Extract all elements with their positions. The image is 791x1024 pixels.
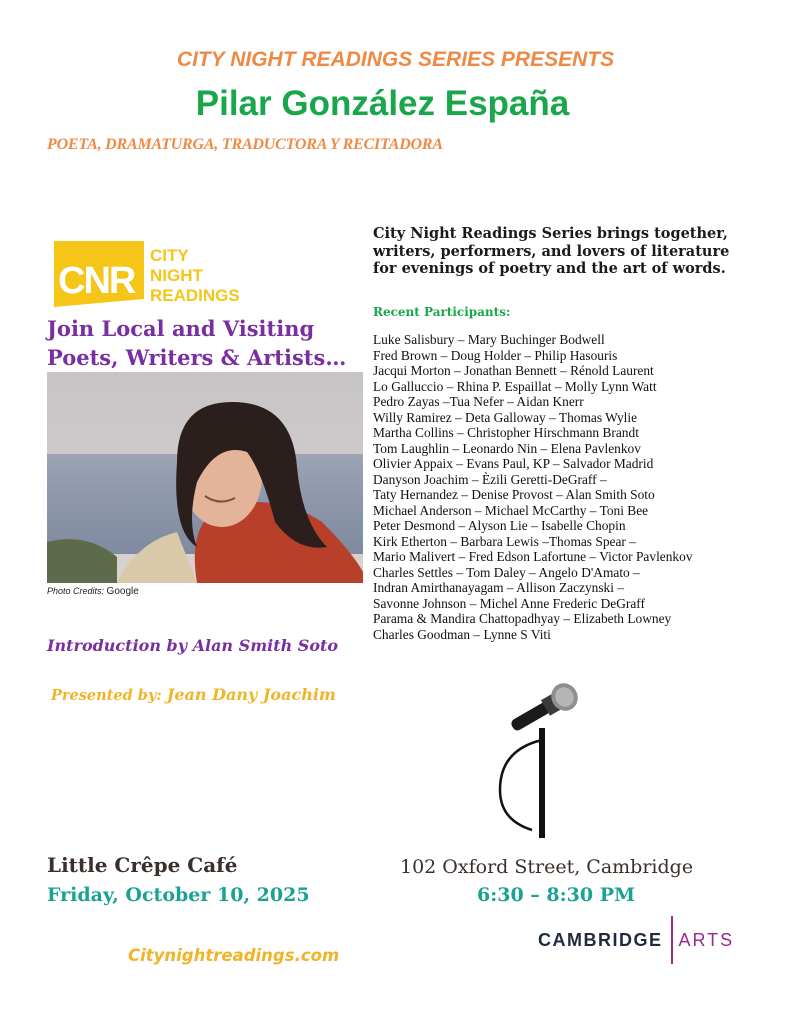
- participant-line: Charles Settles – Tom Daley – Angelo D'Amato –: [373, 564, 640, 580]
- participant-line: Taty Hernandez – Denise Provost – Alan Smith Soto: [373, 487, 655, 502]
- participant-line: Tom Laughlin – Leonardo Nin – Elena Pavlenkov: [373, 440, 641, 456]
- logo-initials: CNR: [58, 260, 135, 302]
- featured-poet-roles: POETA, DRAMATURGA, TRADUCTORA Y RECITADORA: [47, 136, 443, 153]
- join-tagline: [47, 314, 367, 372]
- venue-name: Little Crêpe Café: [47, 853, 238, 877]
- cambridge-arts-logo: [538, 915, 734, 965]
- participant-line: Fred Brown – Doug Holder – Philip Hasouris: [373, 347, 618, 363]
- participants-list: [373, 332, 773, 642]
- microphone-icon: [480, 680, 590, 840]
- participant-line: Willy Ramirez – Deta Galloway – Thomas Wylie: [373, 409, 638, 425]
- logo-line-night: NIGHT: [150, 266, 203, 285]
- participant-line: Pedro Zayas –Tua Nefer – Aidan Knerr: [373, 394, 584, 409]
- photo-credits-label: Photo Credits:: [47, 586, 105, 596]
- join-tagline-line2: Poets, Writers & Artists…: [47, 345, 347, 370]
- logo-line-readings: READINGS: [150, 286, 240, 305]
- participant-line: Savonne Johnson – Michel Anne Frederic DeGraff: [373, 595, 645, 611]
- cambridge-arts-divider: [671, 916, 673, 964]
- poet-portrait-photo: [47, 372, 363, 583]
- photo-credits: [47, 586, 139, 597]
- participant-line: Parama & Mandira Chattopadhyay – Elizabeth Lowney: [373, 611, 672, 626]
- join-tagline-line1: Join Local and Visiting: [47, 316, 315, 341]
- logo-line-city: CITY: [150, 246, 189, 265]
- participant-line: Olivier Appaix – Evans Paul, KP – Salvador Madrid: [373, 456, 654, 471]
- presented-by: [51, 685, 336, 704]
- participant-line: Charles Goodman – Lynne S Viti: [373, 626, 551, 642]
- cambridge-arts-word1: CAMBRIDGE: [538, 929, 663, 950]
- introduction-by: Introduction by Alan Smith Soto: [47, 636, 339, 655]
- participant-line: Michael Anderson – Michael McCarthy – Toni Bee: [373, 502, 649, 518]
- featured-poet-name: Pilar González España: [195, 84, 570, 123]
- series-presents-heading: CITY NIGHT READINGS SERIES PRESENTS: [176, 48, 615, 71]
- participant-line: Mario Malivert – Fred Edson Lafortune – Victor Pavlenkov: [373, 549, 693, 564]
- website-link[interactable]: Citynightreadings.com: [128, 946, 340, 965]
- venue-address: 102 Oxford Street, Cambridge: [400, 856, 694, 878]
- participant-line: Martha Collins – Christopher Hirschmann Brandt: [373, 425, 639, 440]
- event-time: 6:30 – 8:30 PM: [477, 884, 636, 906]
- cnr-logo: [54, 241, 266, 307]
- series-description: City Night Readings Series brings together, writers, performers, and lovers of literature for evenings of poetry and the art of words.: [373, 225, 730, 277]
- event-date: Friday, October 10, 2025: [47, 884, 310, 906]
- recent-participants-heading: Recent Participants:: [373, 305, 511, 319]
- cambridge-arts-word2: ARTS: [678, 929, 735, 950]
- participant-line: Luke Salisbury – Mary Buchinger Bodwell: [373, 332, 605, 347]
- participant-line: Jacqui Morton – Jonathan Bennett – Rénold Laurent: [373, 363, 654, 378]
- participant-line: Danyson Joachim – Èzili Geretti-DeGraff –: [373, 471, 607, 487]
- presented-by-name: Jean Dany Joachim: [166, 685, 336, 704]
- photo-credits-source: Google: [106, 586, 139, 597]
- participant-line: Kirk Etherton – Barbara Lewis –Thomas Spear –: [373, 533, 636, 549]
- participant-line: Peter Desmond – Alyson Lie – Isabelle Chopin: [373, 518, 626, 533]
- participant-line: Indran Amirthanayagam – Allison Zaczynski –: [373, 580, 625, 595]
- presented-by-label: Presented by:: [51, 687, 162, 704]
- participant-line: Lo Galluccio – Rhina P. Espaillat – Molly Lynn Watt: [373, 378, 657, 394]
